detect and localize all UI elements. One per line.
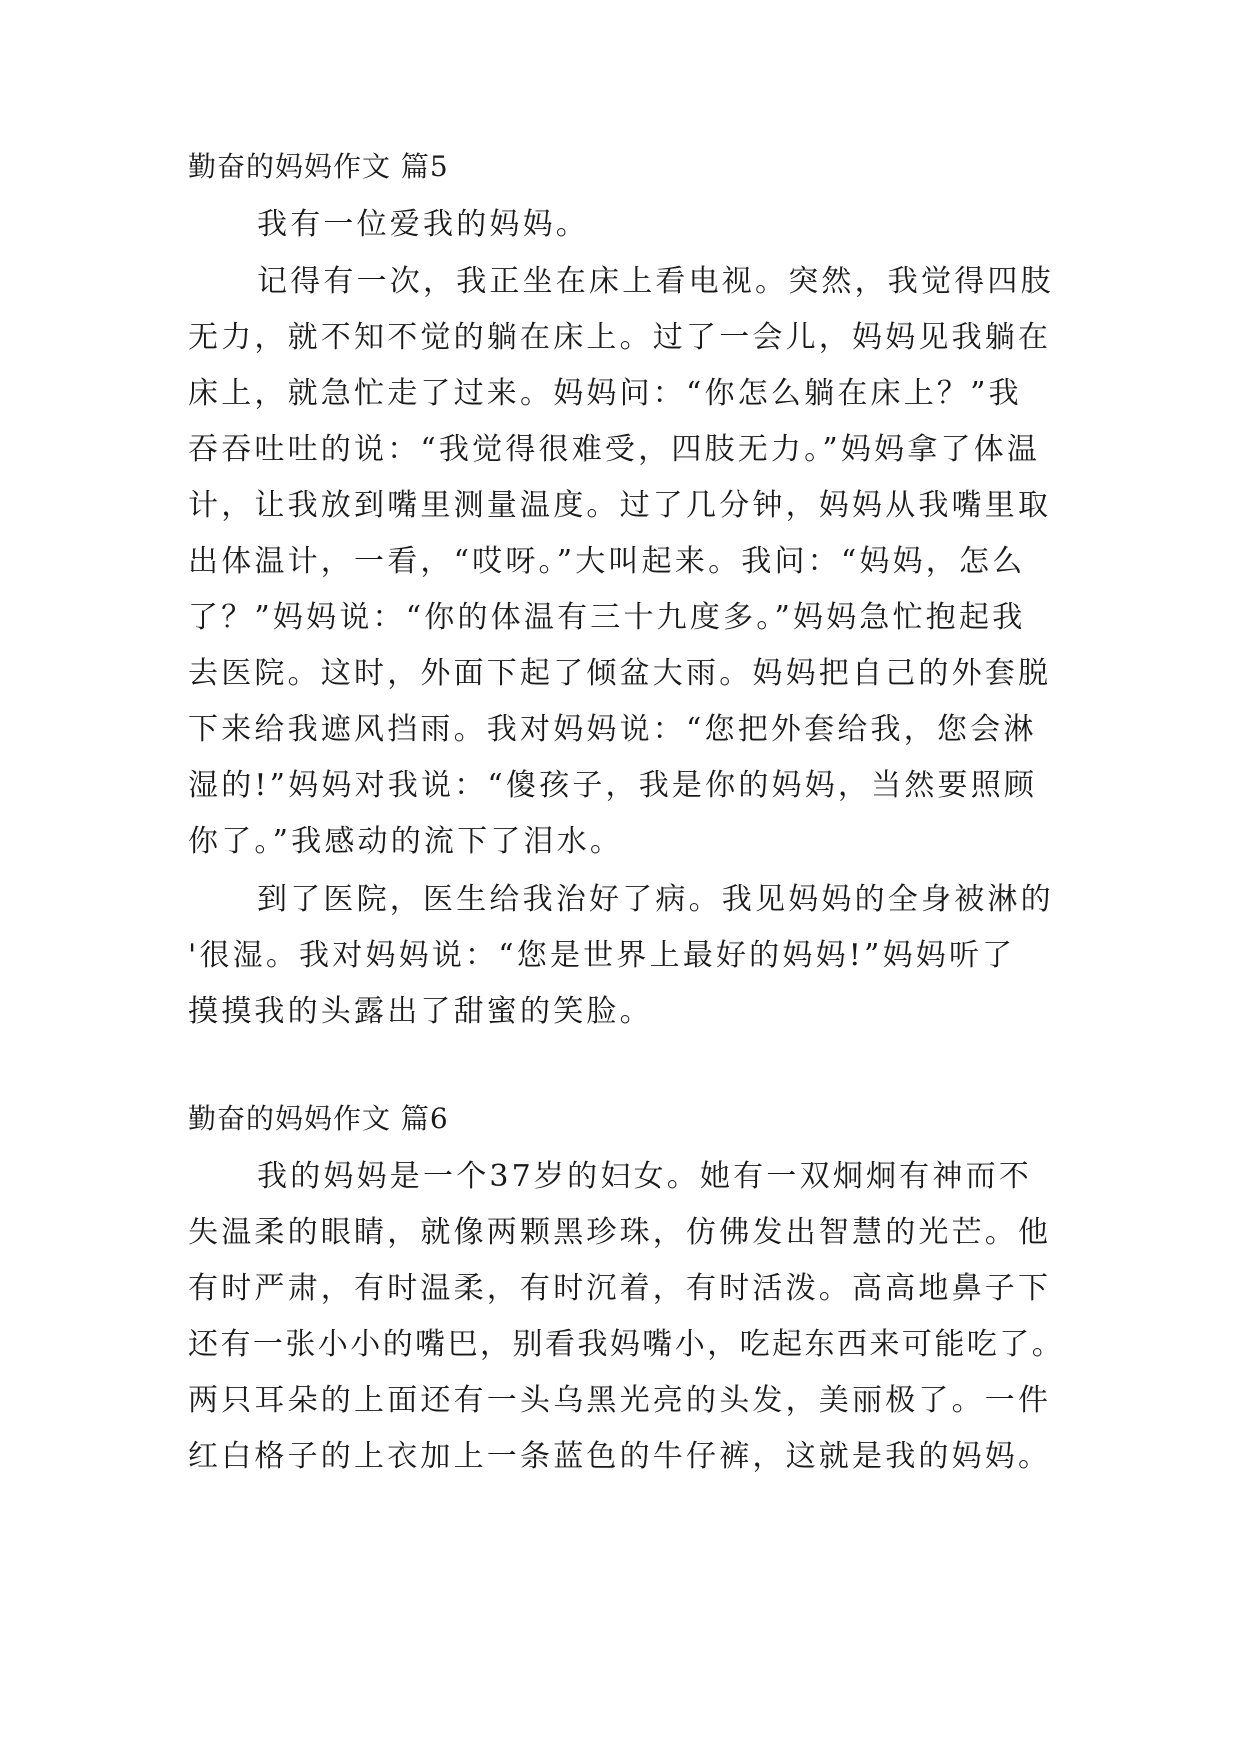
section-5-title: 勤奋的妈妈作文 篇5 — [188, 150, 449, 183]
section-5-line: 记得有一次，我正坐在床上看电视。突然，我觉得四肢 — [257, 264, 1054, 299]
section-5-line: 湿的!”妈妈对我说：“傻孩子，我是你的妈妈，当然要照顾 — [188, 768, 1038, 803]
section-6-line: 红白格子的上衣加上一条蓝色的牛仔裤，这就是我的妈妈。 — [188, 1439, 1052, 1474]
section-5-line: 计，让我放到嘴里测量温度。过了几分钟，妈妈从我嘴里取 — [188, 488, 1052, 523]
section-5-line: '很湿。我对妈妈说：“您是世界上最好的妈妈!”妈妈听了 — [188, 938, 1016, 973]
section-5-line: 出体温计，一看，“哎呀。”大叫起来。我问：“妈妈，怎么 — [188, 544, 1026, 579]
section-5-line: 无力，就不知不觉的躺在床上。过了一会儿，妈妈见我躺在 — [188, 320, 1052, 355]
section-5-line: 了？”妈妈说：“你的体温有三十九度多。”妈妈急忙抱起我 — [188, 600, 1026, 635]
section-6-line: 两只耳朵的上面还有一头乌黑光亮的头发，美丽极了。一件 — [188, 1383, 1052, 1418]
section-5-line: 到了医院，医生给我治好了病。我见妈妈的全身被淋的 — [257, 882, 1054, 917]
section-6-title: 勤奋的妈妈作文 篇6 — [188, 1102, 449, 1135]
section-5-line: 摸摸我的头露出了甜蜜的笑脸。 — [188, 994, 653, 1029]
section-6-line: 有时严肃，有时温柔，有时沉着，有时活泼。高高地鼻子下 — [188, 1271, 1052, 1306]
section-5-line: 床上，就急忙走了过来。妈妈问：“你怎么躺在床上？”我 — [188, 376, 1022, 411]
section-5-line: 下来给我遮风挡雨。我对妈妈说：“您把外套给我，您会淋 — [188, 712, 1037, 747]
section-5-line: 你了。”我感动的流下了泪水。 — [188, 824, 624, 859]
section-6-line: 我的妈妈是一个37岁的妇女。她有一双炯炯有神而不 — [257, 1159, 1032, 1194]
section-6-line: 还有一张小小的嘴巴，别看我妈嘴小，吃起东西来可能吃了。 — [188, 1327, 1065, 1362]
section-5-line: 我有一位爱我的妈妈。 — [257, 207, 589, 242]
section-5-line: 吞吞吐吐的说：“我觉得很难受，四肢无力。”妈妈拿了体温 — [188, 432, 1041, 467]
section-5-line: 去医院。这时，外面下起了倾盆大雨。妈妈把自己的外套脱 — [188, 656, 1052, 691]
section-6-line: 失温柔的眼睛，就像两颗黑珍珠，仿佛发出智慧的光芒。他 — [188, 1215, 1052, 1250]
